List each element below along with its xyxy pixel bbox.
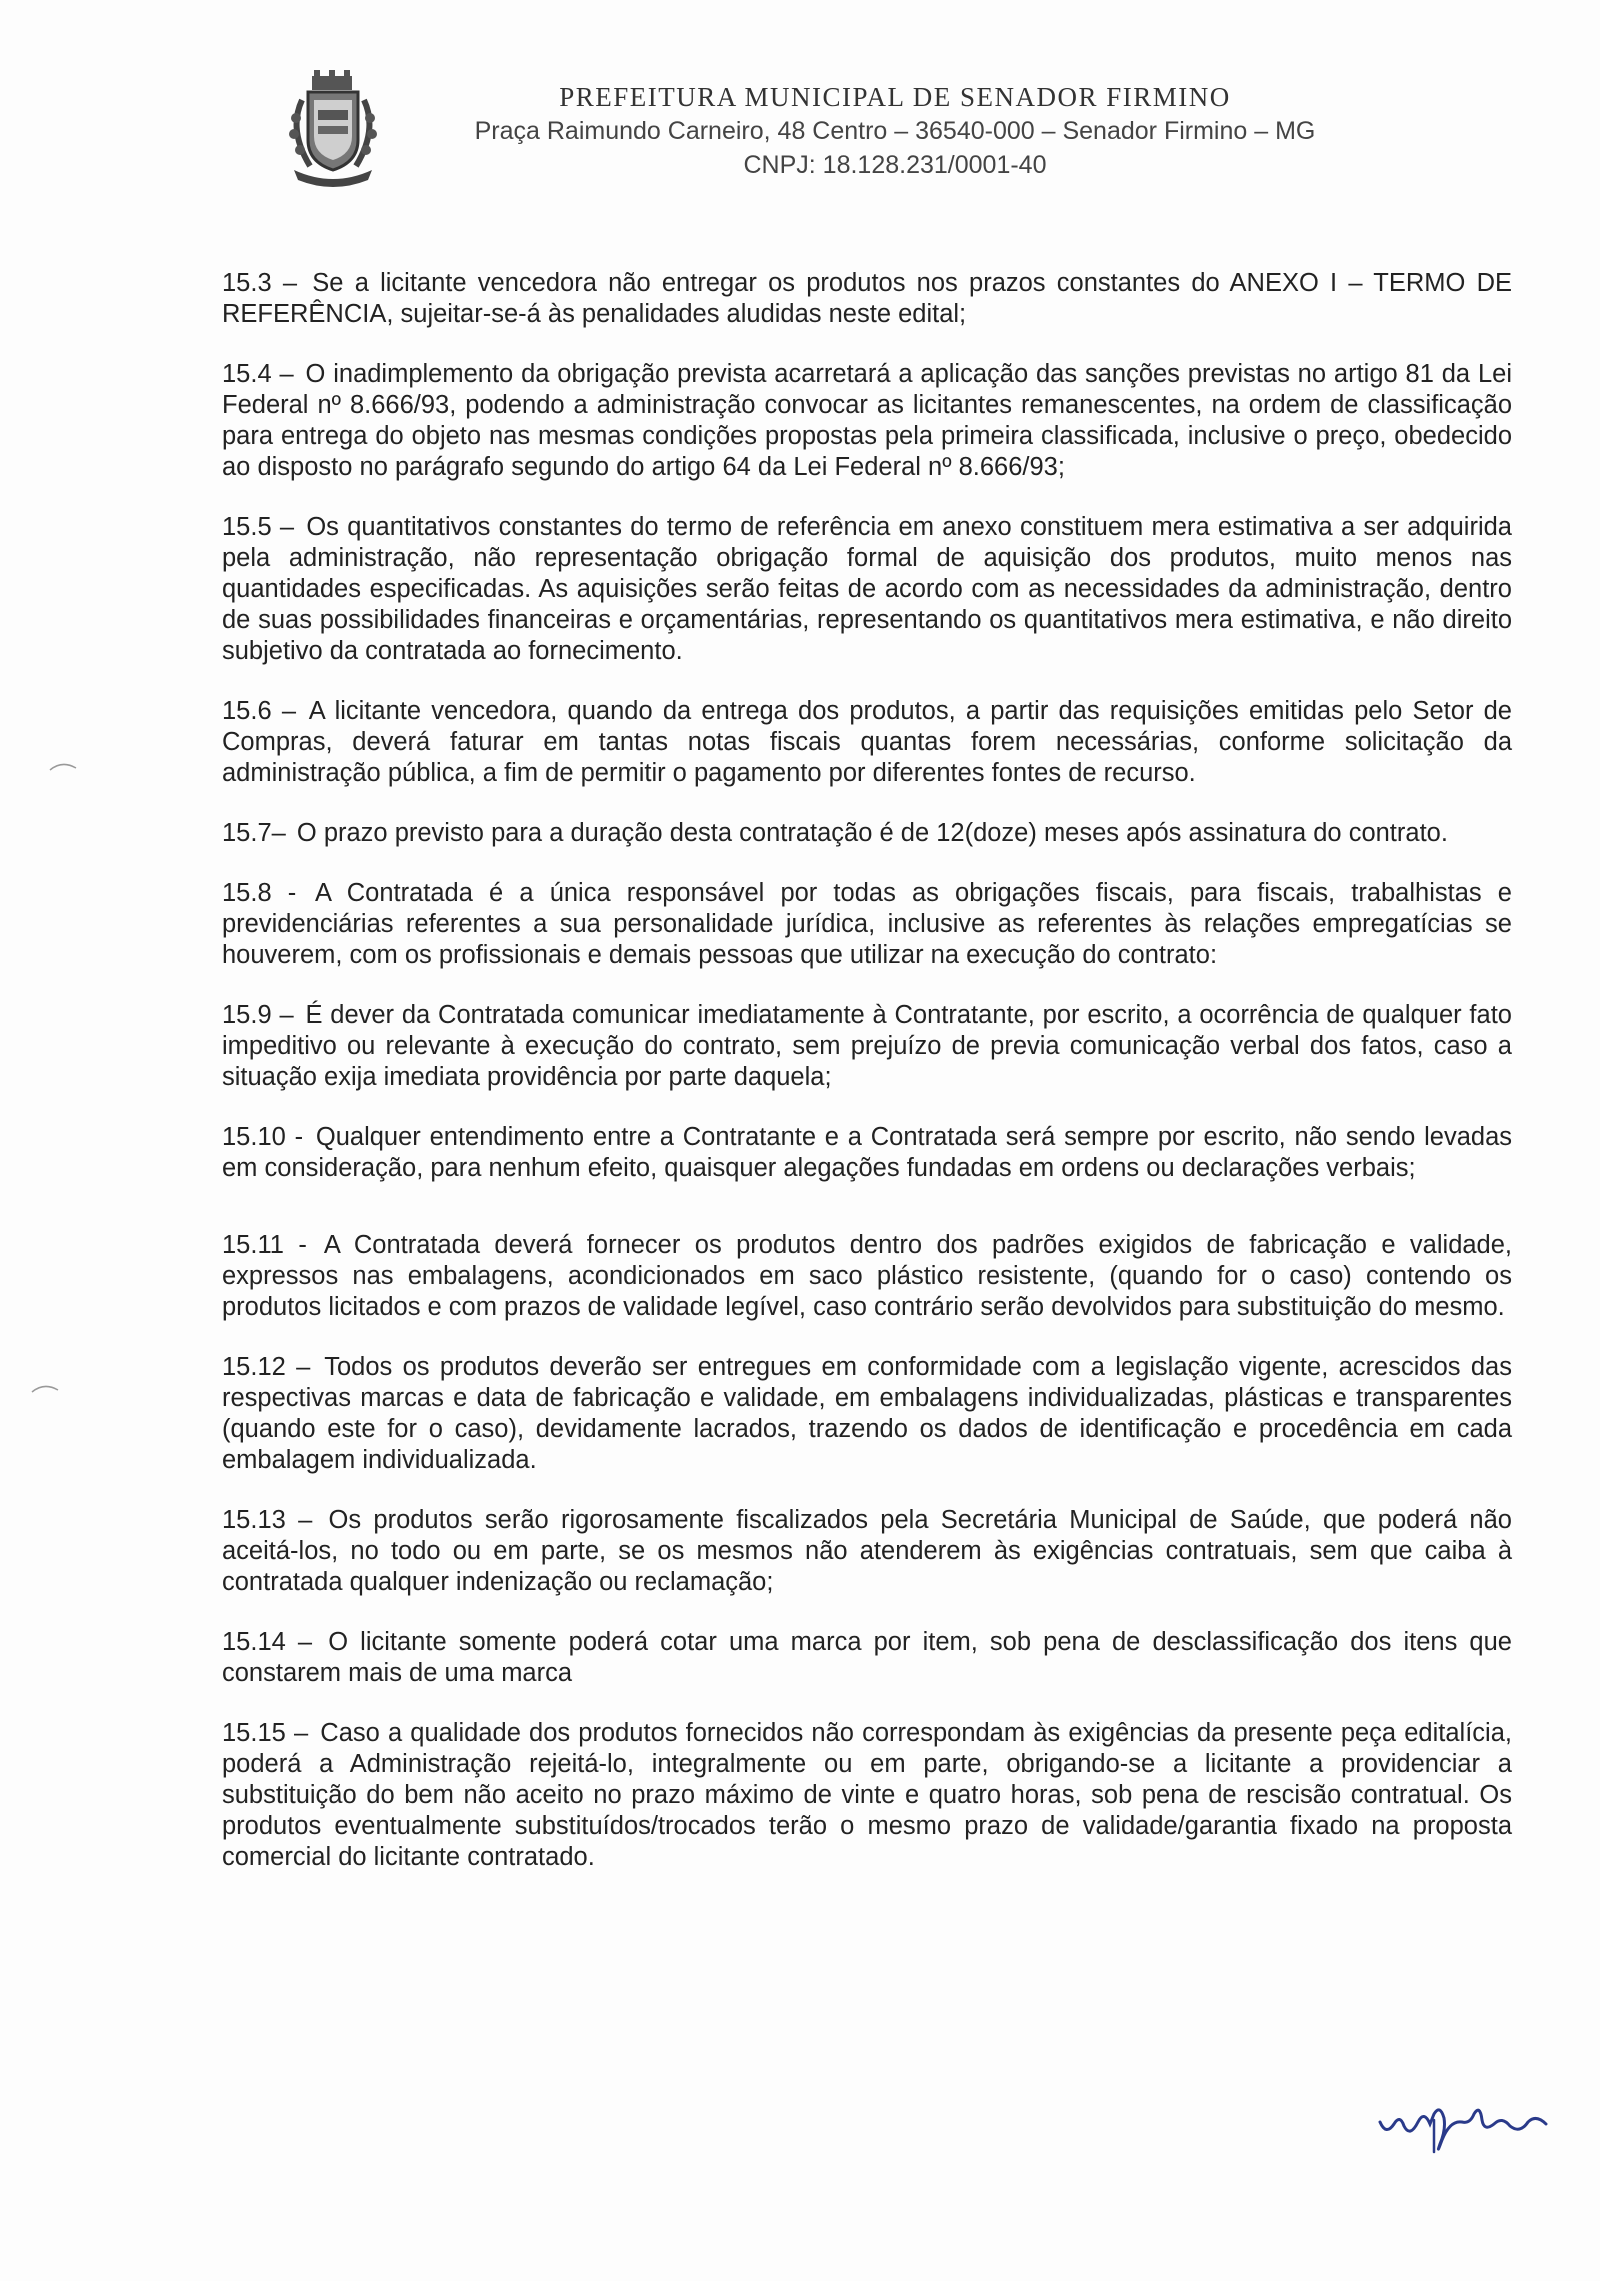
clause-text: O prazo previsto para a duração desta contratação é de 12(doze) meses após assinatura do contrato.	[296, 819, 1448, 847]
clause-text: Os quantitativos constantes do termo de referência em anexo constituem mera estimativa a ser adquirida pela administração, não representação obrigação formal de aquisição dos produtos, muito menos nas quantidades especificadas. As aquisições serão feitas de acordo com as necessidades da administração, dentro de suas possibilidades financeiras e orçamentárias, representando os quantitativos mera estimativa, e não direito subjetivo da contratada ao fornecimento.	[222, 513, 1512, 665]
letterhead-text	[395, 80, 1395, 182]
clause-15-6	[222, 696, 1512, 789]
clause-number: 15.6 –	[222, 697, 296, 725]
clause-15-7	[222, 818, 1512, 849]
clause-number: 15.5 –	[222, 513, 295, 541]
clause-15-4	[222, 359, 1512, 483]
clause-text: Caso a qualidade dos produtos fornecidos não correspondam às exigências da presente peça editalícia, poderá a Administração rejeitá-lo, integralmente ou em parte, obrigando-se a licitante a providenciar a substituição do bem não aceito no prazo máximo de vinte e quatro horas, sob pena de rescisão contratual. Os produtos eventualmente substituídos/trocados terão o mesmo prazo de validade/garantia fixado na proposta comercial do licitante contratado.	[222, 1719, 1512, 1871]
letterhead	[280, 70, 1480, 200]
clause-15-10	[222, 1122, 1512, 1184]
clause-15-5	[222, 512, 1512, 667]
clause-text: Qualquer entendimento entre a Contratante e a Contratada será sempre por escrito, não sendo levadas em consideração, para nenhum efeito, quaisquer alegações fundadas em ordens ou declarações verbais;	[222, 1123, 1512, 1182]
clause-text: Todos os produtos deverão ser entregues em conformidade com a legislação vigente, acrescidos das respectivas marcas e data de fabricação e validade, em embalagens individualizadas, plásticas e transparentes (quando este for o caso), devidamente lacrados, trazendo os dados de identificação e procedência em cada embalagem individualizada.	[222, 1353, 1512, 1474]
clause-text: Se a licitante vencedora não entregar os produtos nos prazos constantes do ANEXO I – TERMO DE REFERÊNCIA, sujeitar-se-á às penalidades aludidas neste edital;	[222, 269, 1512, 328]
organization-address: Praça Raimundo Carneiro, 48 Centro – 36540-000 – Senador Firmino – MG	[474, 117, 1316, 145]
clause-number: 15.14 –	[222, 1628, 313, 1656]
handwritten-signature	[1370, 2080, 1560, 2170]
margin-mark	[48, 760, 78, 774]
clause-text: É dever da Contratada comunicar imediatamente à Contratante, por escrito, a ocorrência de qualquer fato impeditivo ou relevante à execução do contrato, sem prejuízo de previa comunicação verbal dos fatos, caso a situação exija imediata providência por parte daquela;	[222, 1001, 1512, 1091]
clause-15-3	[222, 268, 1512, 330]
clause-number: 15.8 -	[222, 879, 297, 907]
clauses-section	[222, 268, 1512, 1902]
clause-15-9	[222, 1000, 1512, 1093]
clause-15-11	[222, 1230, 1512, 1323]
clause-text: A Contratada é a única responsável por todas as obrigações fiscais, para fiscais, trabalhistas e previdenciárias referentes a sua personalidade jurídica, inclusive as referentes às relações empregatícias se houverem, com os profissionais e demais pessoas que utilizar na execução do contrato:	[222, 879, 1512, 969]
clause-number: 15.9 –	[222, 1001, 294, 1029]
clause-text: A licitante vencedora, quando da entrega dos produtos, a partir das requisições emitidas pelo Setor de Compras, deverá faturar em tantas notas fiscais quantas forem necessárias, conforme solicitação da administração pública, a fim de permitir o pagamento por diferentes fontes de recurso.	[222, 697, 1512, 787]
clause-number: 15.10 -	[222, 1123, 304, 1151]
clause-number: 15.13 –	[222, 1506, 313, 1534]
clause-15-12	[222, 1352, 1512, 1476]
organization-cnpj: CNPJ: 18.128.231/0001-40	[743, 151, 1047, 179]
clause-number: 15.11 -	[222, 1231, 307, 1259]
clause-15-13	[222, 1505, 1512, 1598]
clause-text: Os produtos serão rigorosamente fiscalizados pela Secretária Municipal de Saúde, que poderá não aceitá-los, no todo ou em parte, se os mesmos não atenderem às exigências contratuais, sem que caiba à contratada qualquer indenização ou reclamação;	[222, 1506, 1512, 1596]
organization-name: PREFEITURA MUNICIPAL DE SENADOR FIRMINO	[559, 82, 1231, 112]
clause-number: 15.7–	[222, 819, 286, 847]
clause-number: 15.15 –	[222, 1719, 309, 1747]
clause-number: 15.12 –	[222, 1353, 311, 1381]
clause-15-14	[222, 1627, 1512, 1689]
clause-15-15	[222, 1718, 1512, 1873]
margin-mark	[30, 1382, 60, 1396]
clause-15-8	[222, 878, 1512, 971]
clause-number: 15.4 –	[222, 360, 294, 388]
clause-text: O inadimplemento da obrigação prevista acarretará a aplicação das sanções previstas no artigo 81 da Lei Federal nº 8.666/93, podendo a administração convocar as licitantes remanescentes, na ordem de classificação para entrega do objeto nas mesmas condições propostas pela primeira classificada, inclusive o preço, obedecido ao disposto no parágrafo segundo do artigo 64 da Lei Federal nº 8.666/93;	[222, 360, 1512, 481]
municipal-coat-of-arms-icon	[280, 70, 385, 190]
clause-text: A Contratada deverá fornecer os produtos dentro dos padrões exigidos de fabricação e validade, expressos nas embalagens, acondicionados em saco plástico resistente, (quando for o caso) contendo os produtos licitados e com prazos de validade legível, caso contrário serão devolvidos para substituição do mesmo.	[222, 1231, 1513, 1321]
clause-number: 15.3 –	[222, 269, 298, 297]
clause-text: O licitante somente poderá cotar uma marca por item, sob pena de desclassificação dos itens que constarem mais de uma marca	[222, 1628, 1512, 1687]
